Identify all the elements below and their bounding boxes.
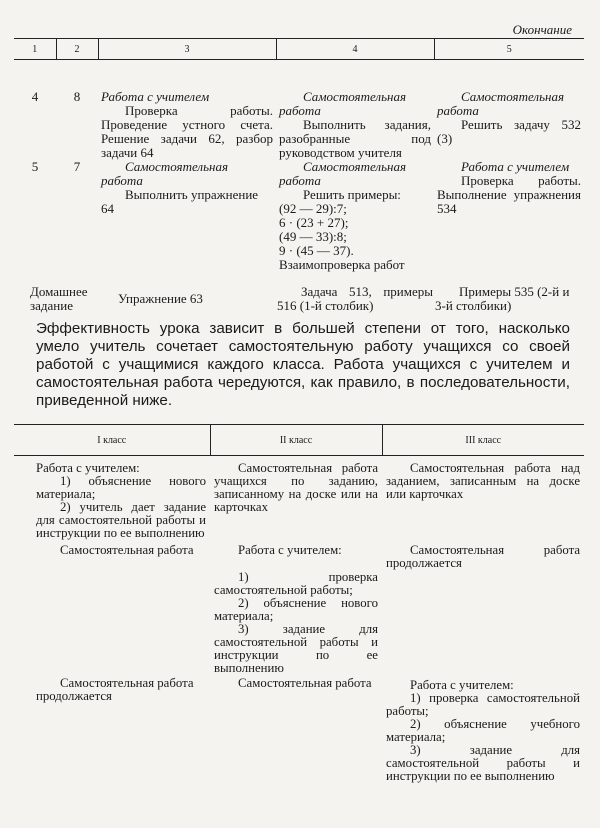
cell-item: 2) объяснение нового материала; xyxy=(214,596,378,623)
cell-text: Самостоятельная работа над заданием, записанным на доске или карточках xyxy=(386,461,580,501)
homework-col4: Задача 513, примеры 516 (1-й столбик) xyxy=(277,284,433,313)
stage-number: 4 xyxy=(31,89,39,104)
column-header: 1 xyxy=(14,39,56,60)
activity-title: Работа с учителем xyxy=(101,89,210,104)
activity-title: Работа с учителем xyxy=(461,159,570,174)
stage-minutes: 8 xyxy=(73,89,81,104)
example-line: 9 · (45 — 37). xyxy=(279,243,354,258)
body-paragraph: Эффективность урока зависит в большей степени от того, насколько умело учитель сочетает самостоятельную работу учащихся со своей работой с учащимися каждого класса. Работа учащихся с учителем и самостоятельная работа чередуются, как правило, в последовательности, приведенной ниже. xyxy=(36,320,570,409)
cell-item: 2) учитель дает задание для самостоятельной работы и инструкции по ее выполнению xyxy=(36,500,206,540)
lesson-plan-table xyxy=(14,38,584,272)
homework-col5: Примеры 535 (2-й и 3-й столбики) xyxy=(435,284,570,313)
column-header: III класс xyxy=(382,425,584,456)
activity-title: Самостоятельная работа xyxy=(279,159,406,188)
cell-item: 1) проверка самостоятельной работы; xyxy=(386,691,580,718)
cell-text: Самостоятельная работа xyxy=(238,676,372,690)
column-header: 2 xyxy=(56,39,98,60)
cell-item: 1) объяснение нового материала; xyxy=(36,474,206,501)
homework-col3: Упражнение 63 xyxy=(118,291,203,306)
cell-item: 1) проверка самостоятельной работы; xyxy=(214,570,378,597)
activity-text: Проверка работы. Выполнение упражнения 534 xyxy=(437,173,581,216)
example-line: 6 · (23 + 27); xyxy=(279,215,349,230)
cell-text: Самостоятельная работа продолжается xyxy=(36,676,194,703)
homework-row xyxy=(14,284,584,314)
activity-title: Самостоятельная работа xyxy=(279,89,406,118)
activity-text: Выполнить задания, разобранные под руководством учителя xyxy=(279,117,431,160)
cell-item: 3) задание для самостоятельной работы и инструкции по ее выполнению xyxy=(386,743,580,783)
cell-title: Работа с учителем: xyxy=(36,461,140,475)
table-row xyxy=(14,160,584,272)
example-line: Решить примеры: xyxy=(303,187,401,202)
table-header-row xyxy=(14,425,584,456)
stage-number: 5 xyxy=(31,159,39,174)
activity-title: Самостоятельная работа xyxy=(437,89,564,118)
cell-text: Самостоятельная работа xyxy=(60,543,194,557)
table-header-row xyxy=(14,39,584,60)
example-line: Взаимопроверка работ xyxy=(279,257,405,272)
homework-label: Домашнее задание xyxy=(30,284,88,313)
column-header: II класс xyxy=(210,425,382,456)
example-line: (49 — 33):8; xyxy=(279,229,347,244)
cell-item: 2) объяснение учебного материала; xyxy=(386,717,580,744)
column-header: I класс xyxy=(14,425,210,456)
cell-item: 3) задание для самостоятельной работы и инструкции по ее выполнению xyxy=(214,622,378,675)
table-row xyxy=(14,540,584,675)
example-line: (92 — 29):7; xyxy=(279,201,347,216)
continuation-label: Окончание xyxy=(512,22,572,37)
cell-text: Самостоятельная работа учащихся по заданию, записанному на доске или на карточках xyxy=(214,461,378,514)
cell-title: Работа с учителем: xyxy=(238,543,342,557)
column-header: 4 xyxy=(276,39,434,60)
activity-text: Решить задачу 532 (3) xyxy=(437,117,581,146)
column-header: 3 xyxy=(98,39,276,60)
cell-title: Работа с учителем: xyxy=(410,678,514,692)
activity-title: Самостоятельная работа xyxy=(101,159,228,188)
table-row xyxy=(14,456,584,541)
class-sequence-table xyxy=(14,424,584,783)
table-row xyxy=(14,60,584,161)
column-header: 5 xyxy=(434,39,584,60)
activity-text: Выполнить упражнение 64 xyxy=(101,187,259,216)
activity-text: Проверка работы. Проведение устного счета. Решение задачи 62, разбор задачи 64 xyxy=(101,103,273,160)
table-row xyxy=(14,675,584,783)
cell-text: Самостоятельная работа продолжается xyxy=(386,543,580,570)
stage-minutes: 7 xyxy=(73,159,81,174)
